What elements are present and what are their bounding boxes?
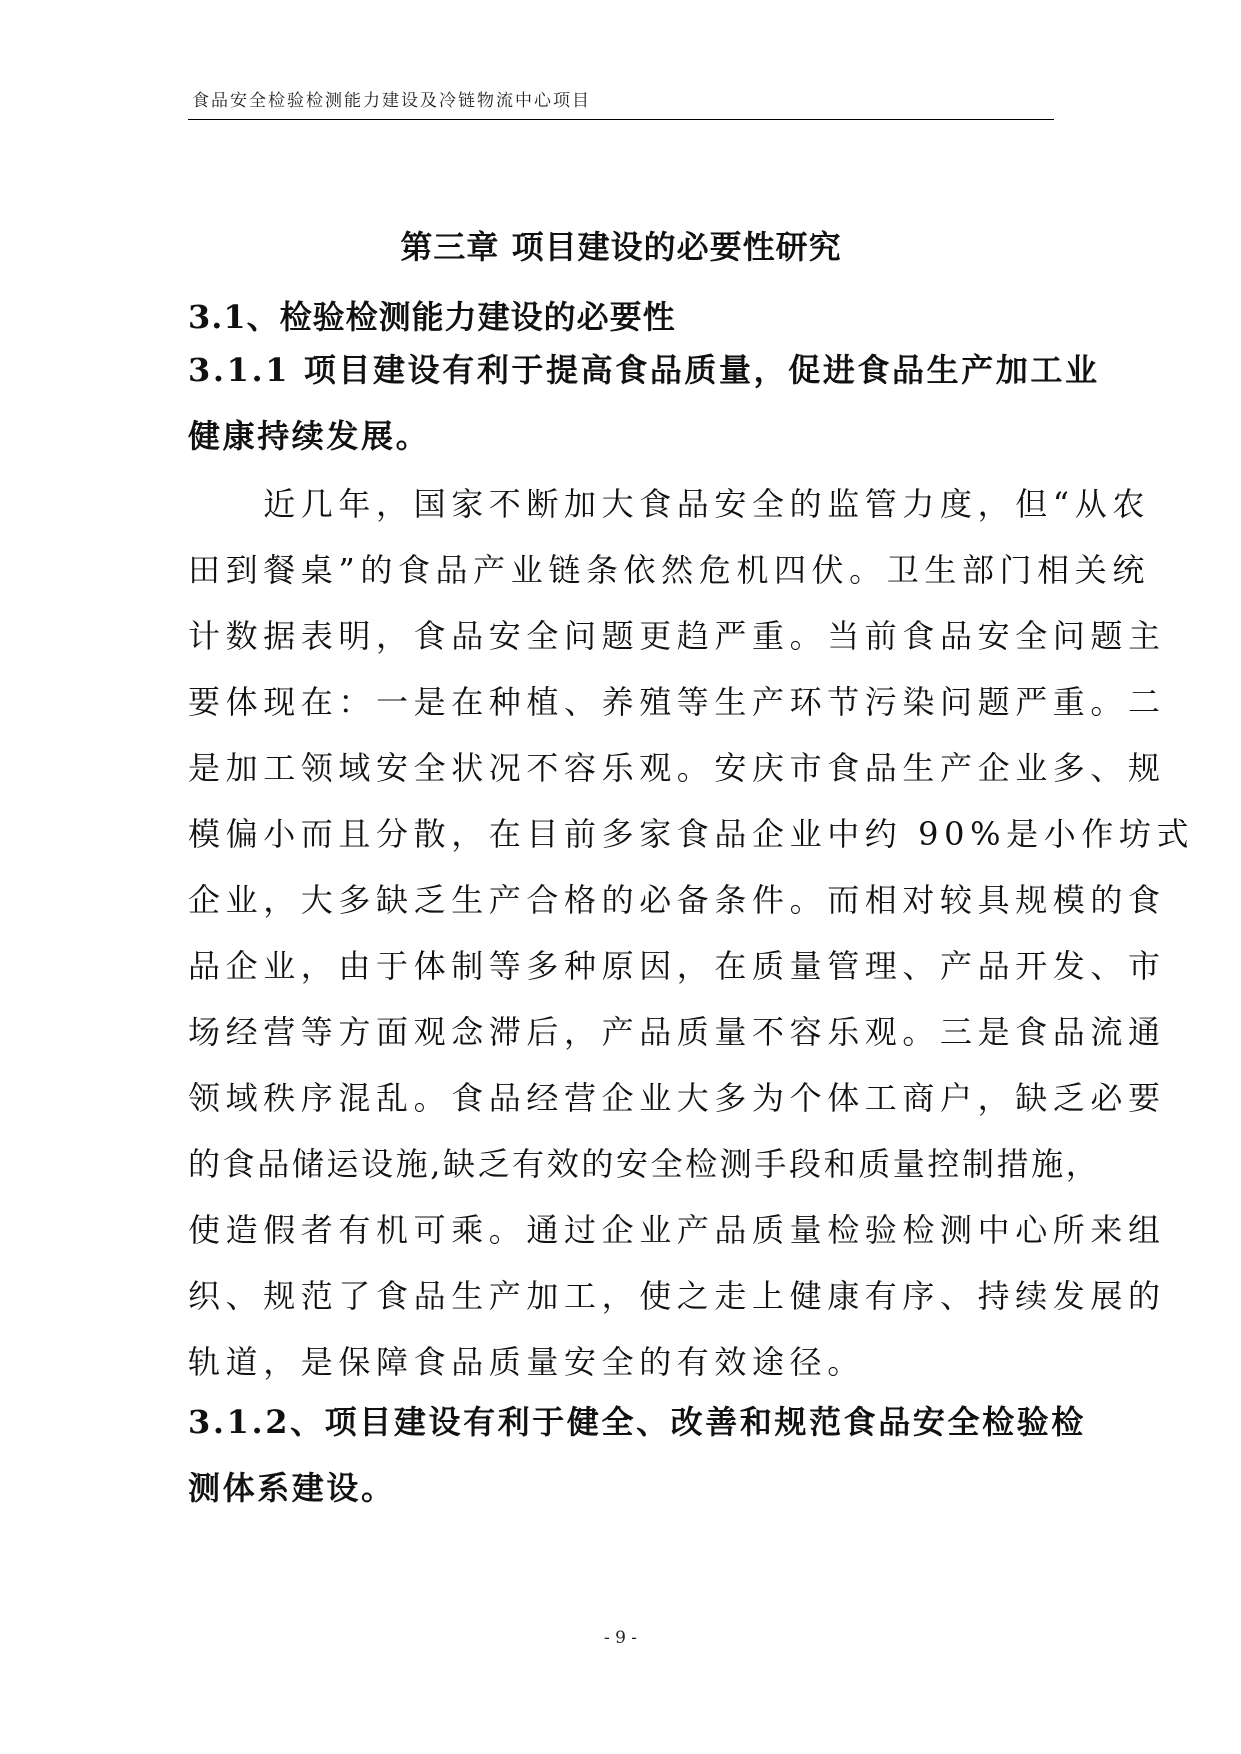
running-header: 食品安全检验检测能力建设及冷链物流中心项目: [192, 91, 591, 111]
paragraph-line: 计数据表明，食品安全问题更趋严重。当前食品安全问题主: [188, 617, 1166, 655]
paragraph-line: 企业，大多缺乏生产合格的必备条件。而相对较具规模的食: [188, 881, 1166, 919]
chapter-title: 第三章 项目建设的必要性研究: [400, 228, 842, 266]
heading-line: 健康持续发展。: [188, 417, 431, 455]
page-number: - 9 -: [603, 1628, 638, 1648]
paragraph-line: 要体现在：一是在种植、养殖等生产环节污染问题严重。二: [188, 683, 1166, 721]
paragraph-line: 轨道，是保障食品质量安全的有效途径。: [188, 1343, 865, 1381]
subsection-heading-3-1-2: [188, 1403, 1086, 1538]
paragraph-line: 的食品储运设施,缺乏有效的安全检测手段和质量控制措施，: [188, 1145, 1101, 1183]
heading-line: 3.1.1 项目建设有利于提高食品质量，促进食品生产加工业: [188, 351, 1100, 389]
paragraph-line: 田到餐桌”的食品产业链条依然危机四伏。卫生部门相关统: [188, 551, 1150, 589]
paragraph-line: 场经营等方面观念滞后，产品质量不容乐观。三是食品流通: [188, 1013, 1166, 1051]
section-title: 3.1、检验检测能力建设的必要性: [188, 298, 676, 336]
heading-line: 3.1.2、项目建设有利于健全、改善和规范食品安全检验检: [188, 1403, 1086, 1441]
paragraph-line: 是加工领域安全状况不容乐观。安庆市食品生产企业多、规: [188, 749, 1166, 787]
paragraph-line: 近几年，国家不断加大食品安全的监管力度，但“从农: [188, 485, 1150, 523]
paragraph-line: 领域秩序混乱。食品经营企业大多为个体工商户，缺乏必要: [188, 1079, 1166, 1117]
subsection-heading-3-1-1: [188, 351, 1100, 486]
paragraph-line: 品企业，由于体制等多种原因，在质量管理、产品开发、市: [188, 947, 1166, 985]
paragraph-line: 织、规范了食品生产加工，使之走上健康有序、持续发展的: [188, 1277, 1166, 1315]
header-rule: [188, 119, 1054, 120]
heading-line: 测体系建设。: [188, 1469, 396, 1507]
body-paragraph: [188, 485, 1195, 1412]
paragraph-line: 模偏小而且分散，在目前多家食品企业中约 90%是小作坊式: [188, 815, 1195, 853]
paragraph-line: 使造假者有机可乘。通过企业产品质量检验检测中心所来组: [188, 1211, 1166, 1249]
